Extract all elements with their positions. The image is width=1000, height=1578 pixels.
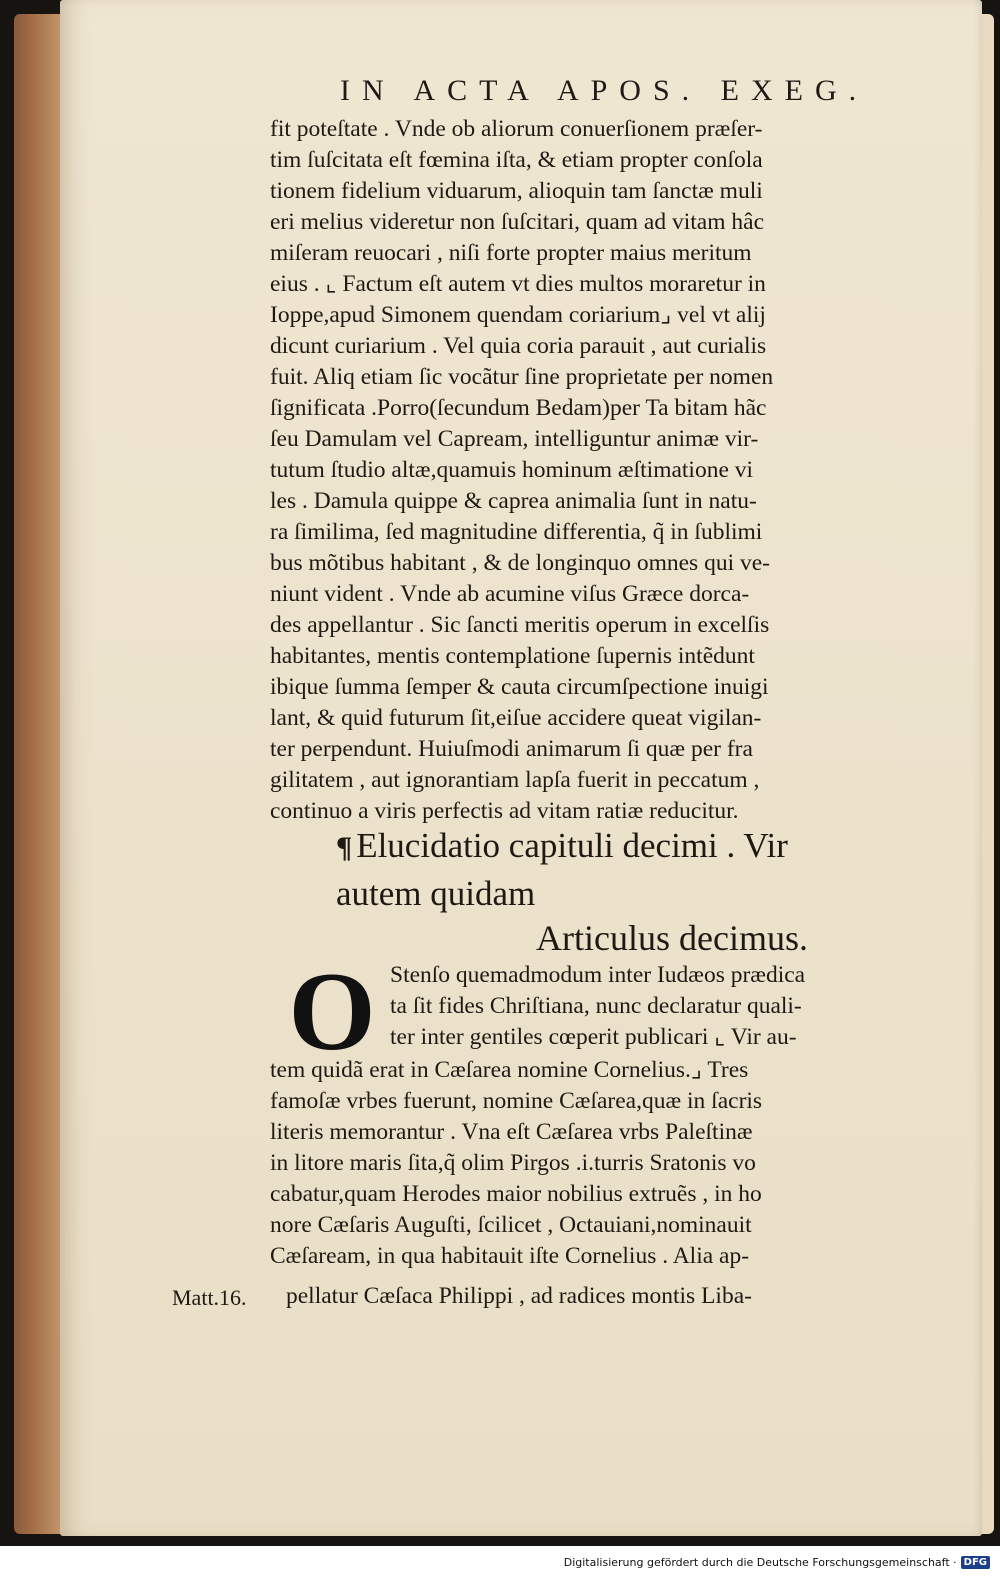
text-line: tionem fidelium viduarum, alioquin tam ſanctæ muli xyxy=(270,178,763,204)
text-line: ta ſit fides Chriſtiana, nunc declaratur quali- xyxy=(390,993,802,1019)
body-text-lower xyxy=(270,1055,950,1272)
text-line: tutum ſtudio altæ,quamuis hominum æſtimatione vi xyxy=(270,457,754,483)
text-line: literis memorantur . Vna eſt Cæſarea vrbs Paleſtinæ xyxy=(270,1119,753,1145)
running-head: IN ACTA APOS. EXEG. xyxy=(340,74,869,107)
text-line: eri melius videretur non ſuſcitari, quam ad vitam hâc xyxy=(270,209,764,235)
text-line: ter inter gentiles cœperit publicari ⌞ Vir au- xyxy=(390,1024,797,1050)
body-text-upper xyxy=(270,114,950,827)
text-line: fit poteſtate . Vnde ob aliorum conuerſionem præſer- xyxy=(270,116,763,142)
text-line: ra ſimilima, ſed magnitudine differentia, q̃ in ſublimi xyxy=(270,519,763,545)
chapter-heading-text: Elucidatio capituli decimi . Vir xyxy=(356,826,788,865)
pilcrow-icon: ¶ xyxy=(336,831,353,864)
last-line-block xyxy=(286,1281,952,1312)
text-line: famoſæ vrbes fuerunt, nomine Cæſarea,quæ in ſacris xyxy=(270,1088,763,1114)
text-line: habitantes, mentis contemplatione ſupernis intẽdunt xyxy=(270,643,755,669)
drop-cap-lines xyxy=(390,960,952,1053)
text-line: ſignificata .Porro(ſecundum Bedam)per Ta bitam hãc xyxy=(270,395,767,421)
text-line: tim ſuſcitata eſt fœmina iſta, & etiam propter conſola xyxy=(270,147,763,173)
dfg-logo: DFG xyxy=(961,1556,990,1569)
text-line: in litore maris ſita,q̃ olim Pirgos .i.turris Sratonis vo xyxy=(270,1150,756,1176)
footer-credit: Digitalisierung gefördert durch die Deutsche Forschungsgemeinschaft · xyxy=(563,1555,957,1569)
text-line: miſeram reuocari , niſi forte propter maius meritum xyxy=(270,240,752,266)
text-line: des appellantur . Sic ſancti meritis operum in excelſis xyxy=(270,612,770,638)
chapter-heading-continued: autem quidam xyxy=(336,874,536,913)
text-line: tem quidã erat in Cæſarea nomine Cornelius.⌟ Tres xyxy=(270,1057,749,1083)
text-line: dicunt curiarium . Vel quia coria parauit , aut curialis xyxy=(270,333,767,359)
text-line: bus mõtibus habitant , & de longinquo omnes qui ve- xyxy=(270,550,770,576)
text-line: ter perpendunt. Huiuſmodi animarum ſi quæ per fra xyxy=(270,736,753,762)
text-line: Stenſo quemadmodum inter Iudæos prædica xyxy=(390,962,806,988)
text-line: eius . ⌞ Factum eſt autem vt dies multos moraretur in xyxy=(270,271,766,297)
text-line: continuo a viris perfectis ad vitam ratiæ reducitur. xyxy=(270,798,739,824)
text-line: lant, & quid futurum ſit,eiſue accidere queat vigilan- xyxy=(270,705,762,731)
text-line: ibique ſumma ſemper & cauta circumſpectione inuigi xyxy=(270,674,769,700)
text-line: les . Damula quippe & caprea animalia ſunt in natu- xyxy=(270,488,757,514)
text-line: niunt vident . Vnde ab acumine viſus Græce dorca- xyxy=(270,581,750,607)
text-line: nore Cæſaris Auguſti, ſcilicet , Octauiani,nominauit xyxy=(270,1212,752,1238)
article-subheading: Articulus decimus. xyxy=(536,918,808,958)
text-line: Cæſaream, in qua habitauit iſte Cornelius . Alia ap- xyxy=(270,1243,750,1269)
text-line: Ioppe,apud Simonem quendam coriarium⌟ vel vt alij xyxy=(270,302,766,328)
digitization-footer xyxy=(564,1552,990,1572)
drop-cap: O xyxy=(288,950,376,1074)
text-line: ſeu Damulam vel Capream, intelliguntur animæ vir- xyxy=(270,426,759,452)
text-line: pellatur Cæſaca Philippi , ad radices montis Liba- xyxy=(286,1283,752,1309)
margin-note: Matt.16. xyxy=(172,1285,247,1310)
chapter-heading xyxy=(336,824,956,870)
text-line: gilitatem , aut ignorantiam lapſa fuerit in peccatum , xyxy=(270,767,760,793)
text-line: cabatur,quam Herodes maior nobilius extruẽs , in ho xyxy=(270,1181,762,1207)
text-line: fuit. Aliq etiam ſic vocãtur ſine proprietate per nomen xyxy=(270,364,774,390)
